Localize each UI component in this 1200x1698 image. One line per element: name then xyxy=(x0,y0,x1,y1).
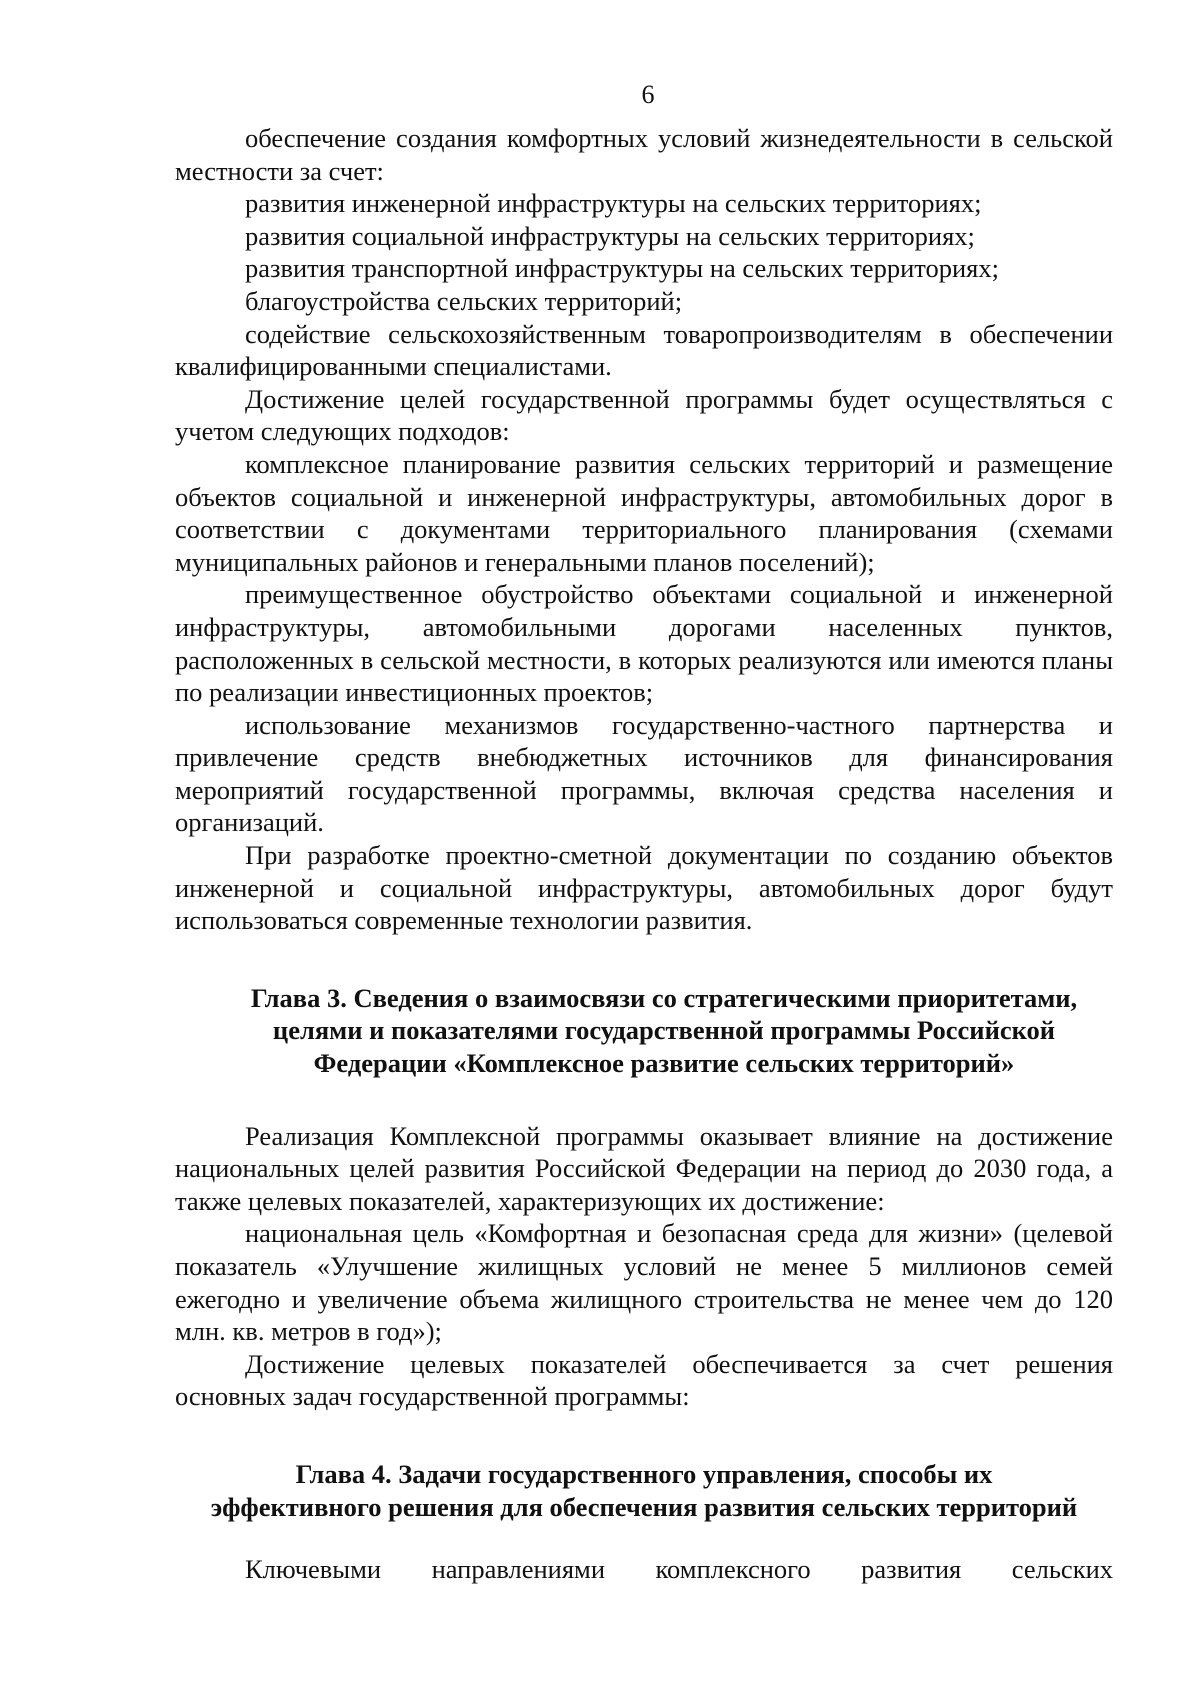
list-item: комплексное планирование развития сельских территорий и размещение объектов социальной и инженерной инфраструктуры, автомобильных дорог в соответствии с документами территориального планирования (схемами муниципальных районов и генеральными планов поселений); xyxy=(175,448,1113,577)
paragraph: Ключевыми направлениями комплексного развития сельских xyxy=(245,1554,1113,1585)
list-item: благоустройства сельских территорий; xyxy=(245,285,683,316)
list-item: развития транспортной инфраструктуры на сельских территориях; xyxy=(245,253,999,284)
heading-line: Глава 4. Задачи государственного управления, способы их xyxy=(295,1458,993,1489)
list-item: развития социальной инфраструктуры на сельских территориях; xyxy=(245,220,975,251)
paragraph: Достижение целевых показателей обеспечивается за счет решения основных задач государственной программы: xyxy=(175,1348,1113,1412)
heading-line: эффективного решения для обеспечения развития сельских территорий xyxy=(210,1491,1078,1522)
page-number: 6 xyxy=(641,80,655,109)
heading-line: Глава 3. Сведения о взаимосвязи со стратегическими приоритетами, xyxy=(250,982,1078,1013)
paragraph: Достижение целей государственной программы будет осуществляться с учетом следующих подходов: xyxy=(175,383,1113,447)
list-item: использование механизмов государственно-частного партнерства и привлечение средств внебюджетных источников для финансирования мероприятий государственной программы, включая средства населения и организаций. xyxy=(175,709,1113,838)
list-item: преимущественное обустройство объектами социальной и инженерной инфраструктуры, автомобильными дорогами населенных пунктов, расположенных в сельской местности, в которых реализуются или имеются планы по реализации инвестиционных проектов; xyxy=(175,579,1113,708)
chapter-3-heading xyxy=(175,982,1113,1080)
heading-line: Федерации «Комплексное развитие сельских территорий» xyxy=(313,1048,1015,1079)
paragraph: обеспечение создания комфортных условий жизнедеятельности в сельской местности за счет: xyxy=(175,123,1113,186)
list-item: развития инженерной инфраструктуры на сельских территориях; xyxy=(245,188,982,219)
paragraph: Реализация Комплексной программы оказывает влияние на достижение национальных целей развития Российской Федерации на период до 2030 года, а также целевых показателей, характеризующих их достижение: xyxy=(175,1120,1113,1216)
chapter-4-heading xyxy=(175,1458,1113,1523)
heading-line: целями и показателями государственной программы Российской xyxy=(272,1015,1056,1046)
paragraph: национальная цель «Комфортная и безопасная среда для жизни» (целевой показатель «Улучшение жилищных условий не менее 5 миллионов семей ежегодно и увеличение объема жилищного строительства не менее чем до 120 млн. кв. метров в год»); xyxy=(175,1218,1113,1347)
paragraph: содействие сельскохозяйственным товаропроизводителям в обеспечении квалифицированными специалистами. xyxy=(175,318,1113,382)
paragraph: При разработке проектно-сметной документации по созданию объектов инженерной и социальной инфраструктуры, автомобильных дорог будут использоваться современные технологии развития. xyxy=(175,840,1113,936)
